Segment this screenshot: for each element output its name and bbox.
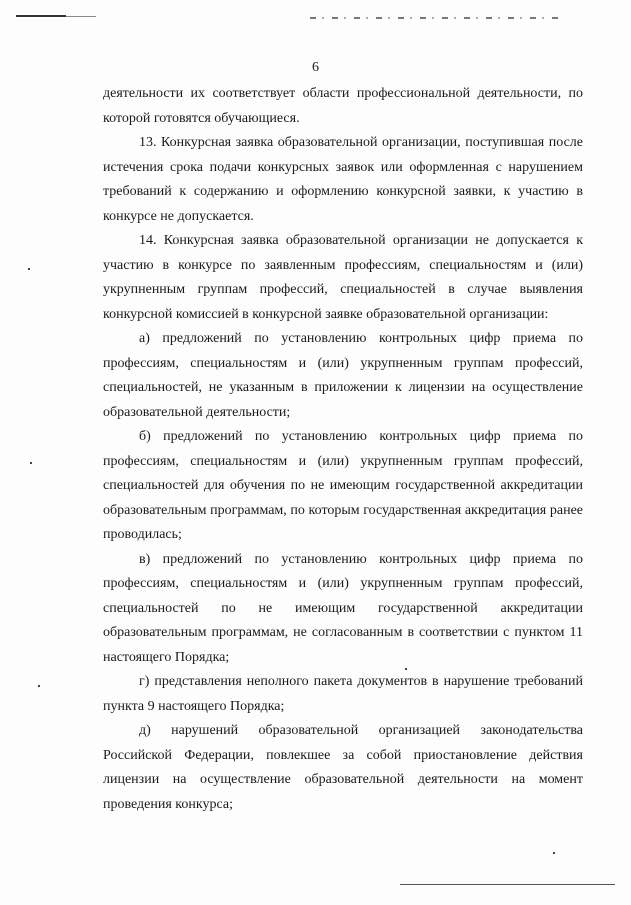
paragraph-14-d: д) нарушений образовательной организацией законодательства Российской Федерации, повлекшее за собой приостановление действия лицензии на осуществление образовательной деятельности на момент проведения конкурса; [103,723,583,812]
paragraph-14-g: г) представления неполного пакета документов в нарушение требований пункта 9 настоящего Порядка; [103,674,583,714]
paragraph-14-a: а) предложений по установлению контрольных цифр приема по профессиям, специальностям и (или) укрупненным группам профессий, специальностей, не указанным в приложении к лицензии на осуществление образовательной деятельности; [103,331,583,420]
scan-artifact-top-left-faint [66,16,96,17]
scan-artifact-top-left [16,15,66,17]
document-body [103,82,583,817]
paragraph-14-b: б) предложений по установлению контрольных цифр приема по профессиям, специальностям и (или) укрупненным группам профессий, специальностей для обучения по не имеющим государственной аккредитации образовательным программам, по которым государственная аккредитация ранее проводилась; [103,429,583,542]
scan-speck [30,462,32,464]
scan-speck [553,852,555,854]
page-number: 6 [312,60,319,75]
scan-artifact-bottom-line [400,884,615,885]
paragraph-continuation: деятельности их соответствует области профессиональной деятельности, по которой готовятся обучающиеся. [103,86,583,126]
scan-artifact-top-header [310,17,560,19]
scan-speck [28,268,30,270]
scan-speck [38,685,40,687]
paragraph-13: 13. Конкурсная заявка образовательной организации, поступившая после истечения срока подачи конкурсных заявок или оформленная с нарушением требований к содержанию и оформлению конкурсной заявки, к участию в конкурсе не допускается. [103,135,583,224]
paragraph-14-v: в) предложений по установлению контрольных цифр приема по профессиям, специальностям и (или) укрупненным группам профессий, специальностей по не имеющим государственной аккредитации образовательным программам, не согласованным в соответствии с пунктом 11 настоящего Порядка; [103,551,583,665]
paragraph-14: 14. Конкурсная заявка образовательной организации не допускается к участию в конкурсе по заявленным профессиям, специальностям и (или) укрупненным группам профессий, специальностей в случае выявления конкурсной комиссией в конкурсной заявке образовательной организации: [103,233,583,322]
